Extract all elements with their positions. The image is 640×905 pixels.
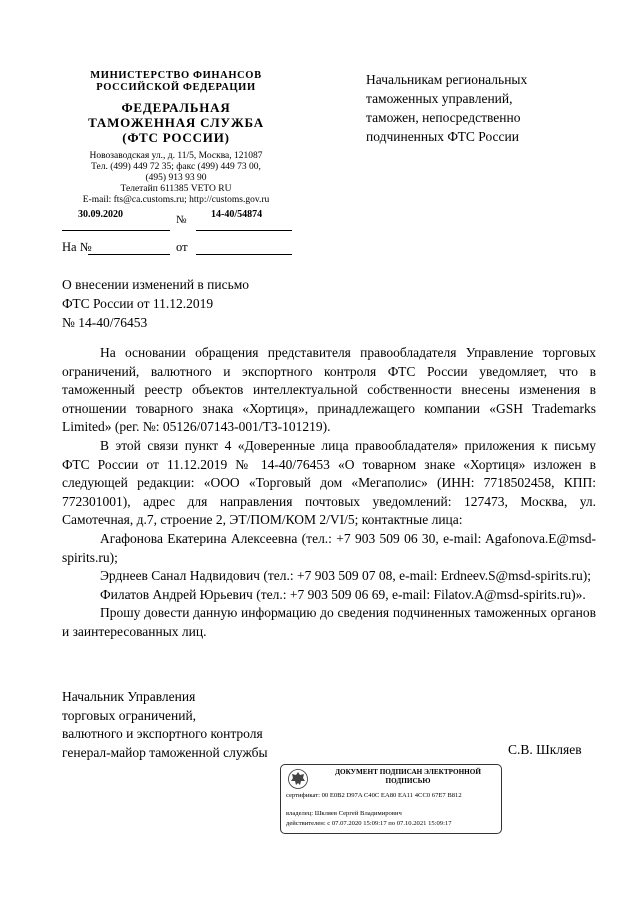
contact-person: Филатов Андрей Юрьевич (тел.: +7 903 509 06 69, e-mail: Filatov.A@msd-spirits.ru)».	[100, 586, 586, 602]
phone-line: (495) 913 93 90	[145, 173, 207, 183]
subject-line: № 14-40/76453	[62, 315, 148, 330]
email-line: E-mail: fts@ca.customs.ru; http://customs.gov.ru	[82, 195, 270, 205]
letter-subject	[62, 275, 322, 332]
certificate-number: сертификат: 00 E0B2 D97A C40C EA80 EA11 4CC0 67E7 B812	[286, 792, 462, 799]
position-line: валютного и экспортного контроля	[62, 726, 263, 742]
contact-person: Эрднеев Санал Надвидович (тел.: +7 903 509 07 08, e-mail: Erdneev.S@msd-spirits.ru);	[100, 568, 591, 584]
addressee-line: Начальникам региональных	[366, 72, 528, 87]
e-signature-stamp	[280, 764, 502, 834]
service-line: ФЕДЕРАЛЬНАЯ	[121, 100, 231, 115]
subject-line: ФТС России от 11.12.2019	[62, 296, 214, 311]
reference-date-label: от	[176, 240, 188, 254]
position-line: Начальник Управления	[62, 689, 196, 704]
subject-line: О внесении изменений в письмо	[62, 277, 250, 292]
teletype-line: Телетайп 611385 VETO RU	[120, 184, 232, 194]
addressee-line: таможен, непосредственно	[366, 110, 521, 125]
registration-date: 30.09.2020	[78, 209, 123, 220]
body-paragraph: В этой связи пункт 4 «Доверенные лица правообладателя» приложения к письму ФТС России от 11.12.2019 № 14-40/76453 «О товарном знаке «Хортиця» изложен в следующей редакции: «ООО «Торговый дом «Мегаполис» (ИНН: 7718502458, КПП: 772301001), адрес для направления почтовых уведомлений: 127473, Москва, ул. Самотечная, д.7, строение 2, ЭТ/ПОМ/КОМ 2/VI/5; контактные лица:	[62, 437, 596, 528]
service-contacts	[58, 151, 294, 206]
body-paragraph: На основании обращения представителя правообладателя Управление торговых ограничений, валютного и экспортного контроля ФТС России уведомляет, что в таможенный реестр объектов интеллектуальной собственности внесены изменения в отношении товарного знака «Хортиця», принадлежащего компании «GSH Trademarks Limited» (рег. №: 05126/07143-001/ТЗ-101219).	[62, 345, 596, 435]
letter-body	[62, 344, 596, 642]
stamp-title	[319, 768, 497, 785]
service-name	[58, 100, 294, 145]
body-paragraph: Прошу довести данную информацию до сведения подчиненных таможенных органов и заинтересованных лиц.	[62, 605, 596, 639]
date-underline	[62, 230, 170, 231]
stamp-title-line: ДОКУМЕНТ ПОДПИСАН ЭЛЕКТРОННОЙ	[335, 768, 481, 776]
eagle-emblem-icon	[287, 768, 309, 790]
service-line: (ФТС РОССИИ)	[122, 130, 230, 145]
ministry-name	[58, 70, 294, 94]
registration-number: 14-40/54874	[211, 209, 263, 220]
stamp-title-line: ПОДПИСЬЮ	[385, 776, 431, 785]
certificate-validity: действителен: с 07.07.2020 15:09:17 по 07.10.2021 15:09:17	[286, 820, 452, 827]
reference-number-line	[88, 254, 170, 255]
ministry-line: МИНИСТЕРСТВО ФИНАНСОВ	[90, 70, 262, 81]
number-underline	[196, 230, 292, 231]
phone-line: Тел. (499) 449 72 35; факс (499) 449 73 00,	[91, 162, 261, 172]
addressee-line: подчиненных ФТС России	[366, 129, 519, 144]
ministry-line: РОССИЙСКОЙ ФЕДЕРАЦИИ	[96, 82, 256, 93]
signatory-name: С.В. Шкляев	[508, 742, 582, 757]
reference-number-label: На №	[62, 240, 92, 254]
signatory-position	[62, 688, 322, 762]
reference-date-line	[196, 254, 292, 255]
letterhead	[58, 70, 294, 206]
number-sign: №	[176, 214, 187, 226]
certificate-owner: владелец: Шкляев Сергей Владимирович	[286, 810, 402, 817]
contact-person: Агафонова Екатерина Алексеевна (тел.: +7 903 509 06 30, e-mail: Agafonova.E@msd-spirits.ru);	[62, 530, 596, 565]
addressee-line: таможенных управлений,	[366, 91, 513, 106]
position-line: генерал-майор таможенной службы	[62, 744, 268, 760]
addressee	[366, 70, 596, 146]
position-line: торговых ограничений,	[62, 707, 197, 723]
service-line: ТАМОЖЕННАЯ СЛУЖБА	[88, 115, 264, 130]
address-line: Новозаводская ул., д. 11/5, Москва, 121087	[89, 151, 263, 161]
